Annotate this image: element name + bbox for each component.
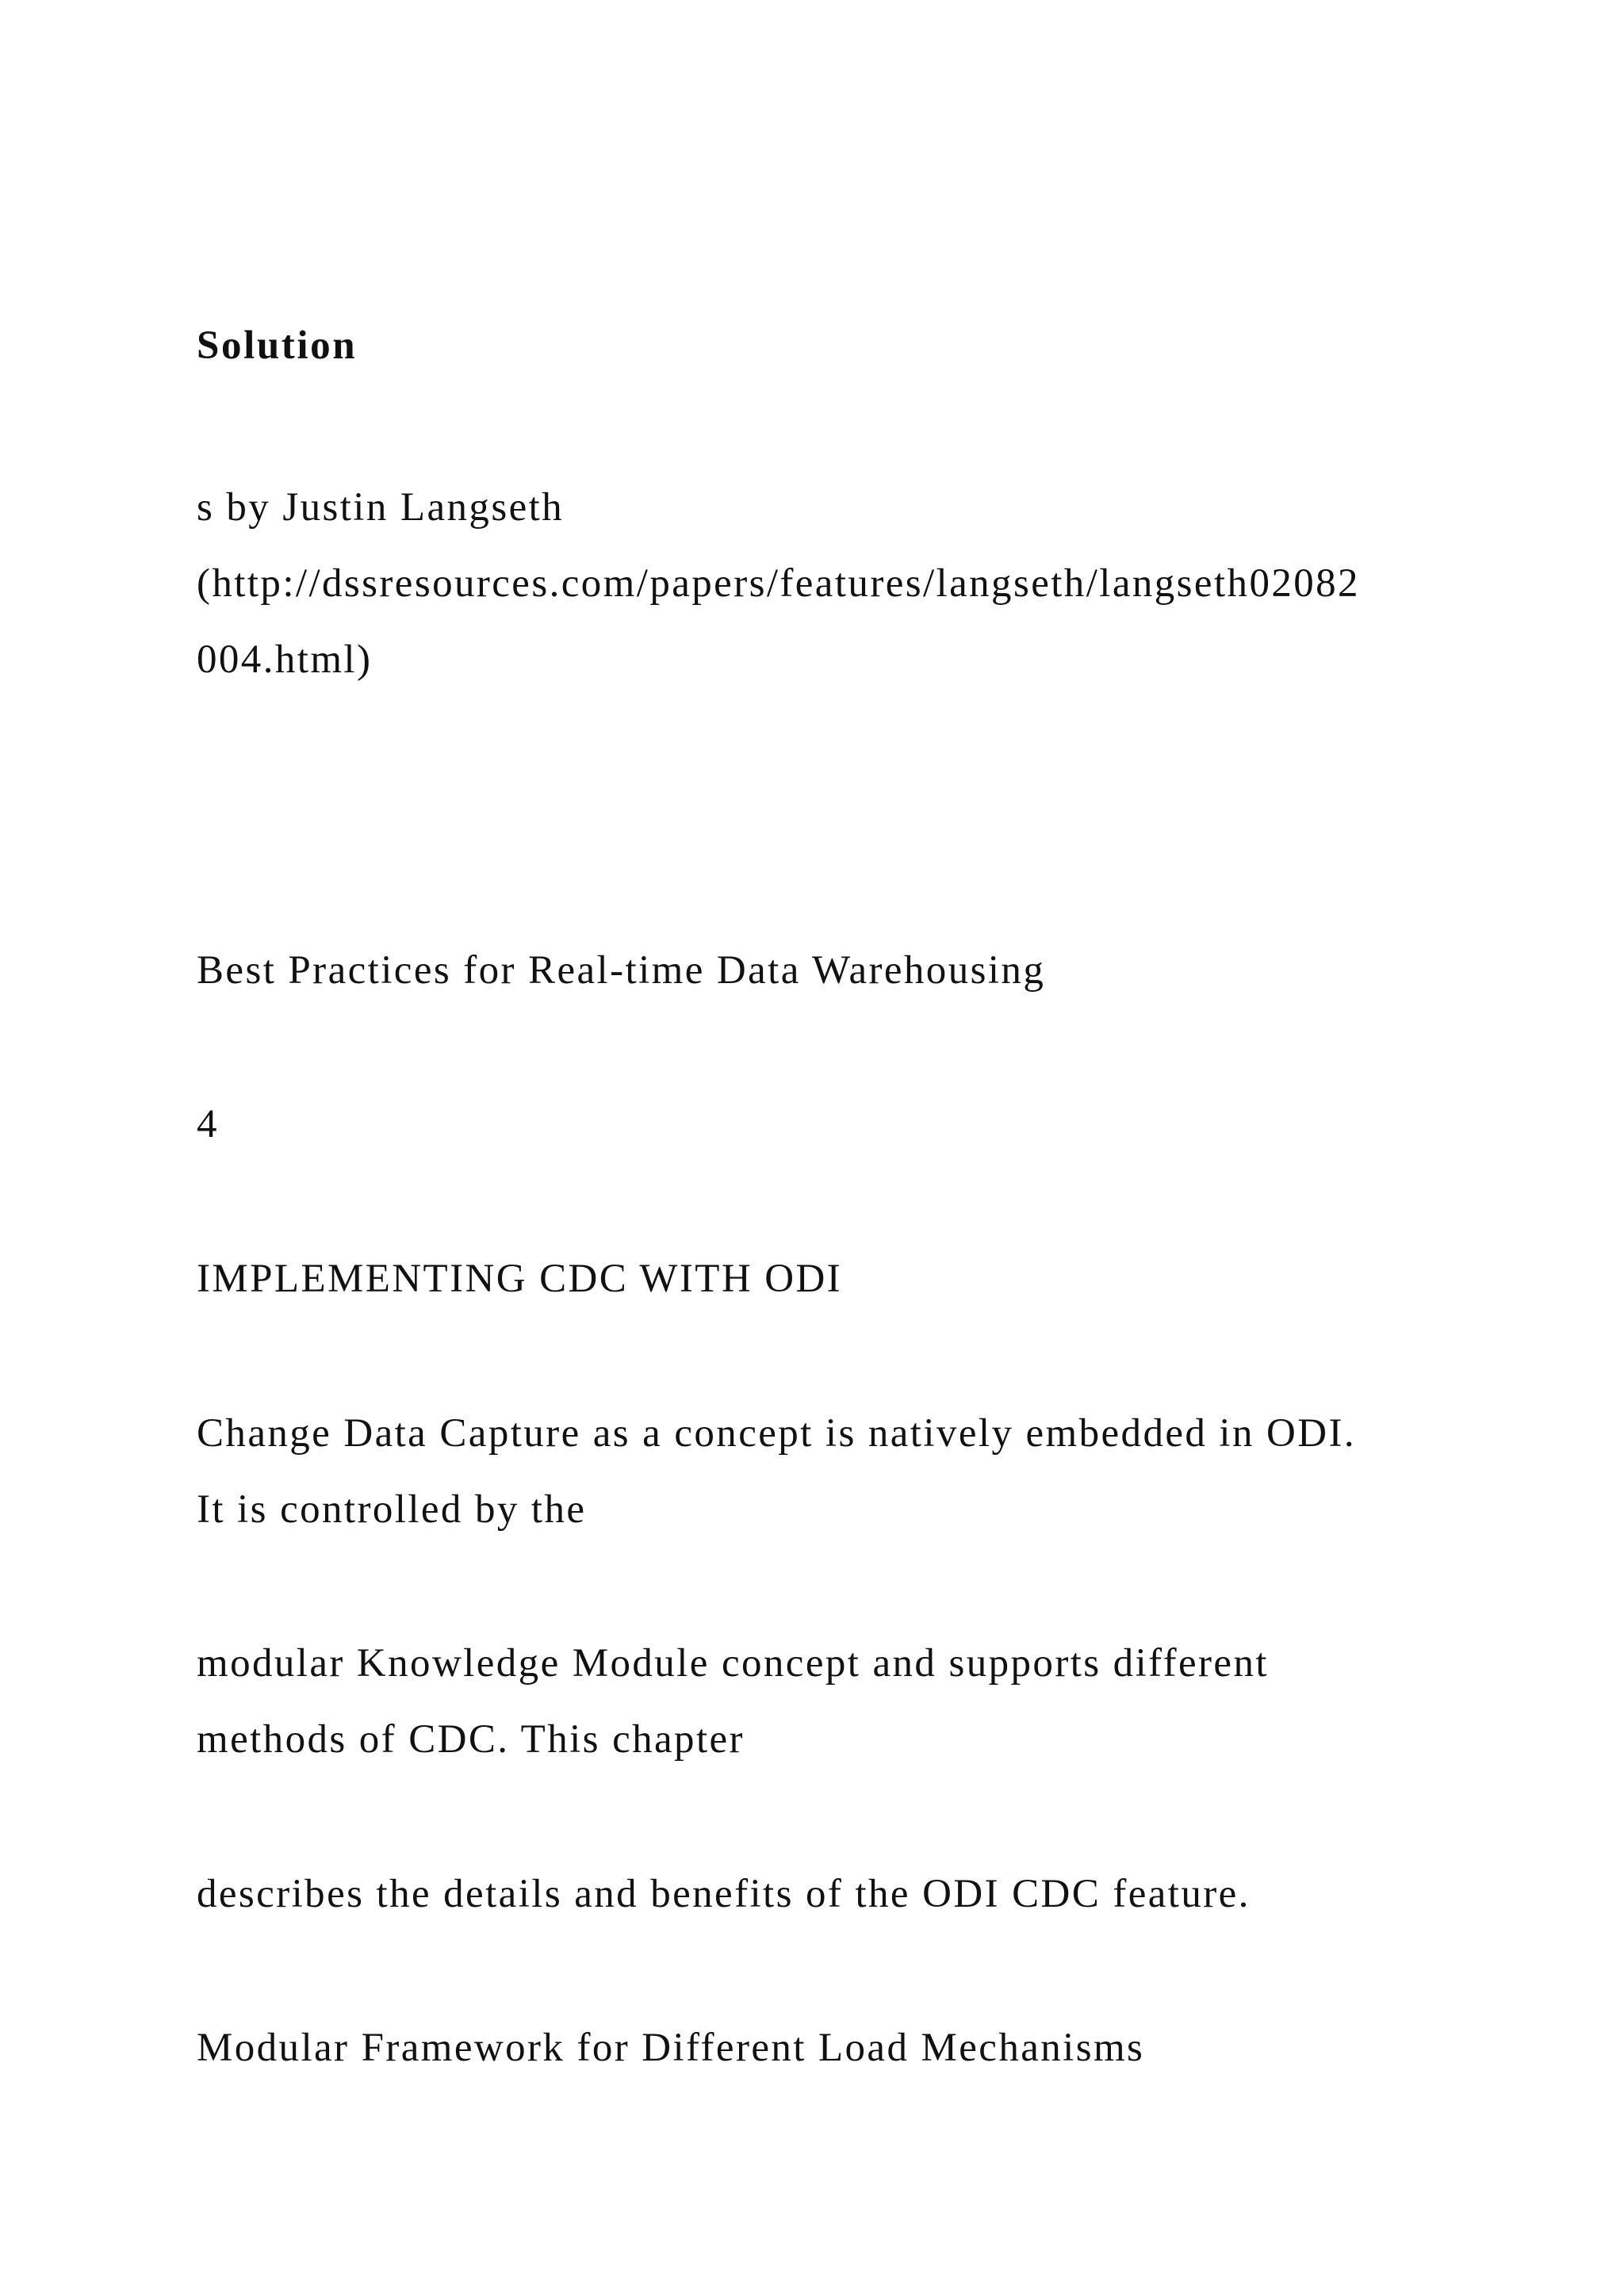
page-heading: Solution — [197, 323, 358, 368]
paragraph-2-line-1: modular Knowledge Module concept and supports different — [197, 1641, 1269, 1686]
section-title: IMPLEMENTING CDC WITH ODI — [197, 1257, 843, 1301]
paragraph-3-line-1: describes the details and benefits of the ODI CDC feature. — [197, 1872, 1251, 1916]
page-number: 4 — [197, 1102, 219, 1146]
attribution-url-line-1: (http://dssresources.com/papers/features/langseth/langseth02082 — [197, 561, 1360, 606]
subsection-title: Modular Framework for Different Load Mechanisms — [197, 2026, 1145, 2070]
paragraph-1-line-1: Change Data Capture as a concept is natively embedded in ODI. — [197, 1411, 1357, 1456]
paragraph-1-line-2: It is controlled by the — [197, 1487, 587, 1532]
running-title: Best Practices for Real-time Data Warehousing — [197, 948, 1046, 993]
attribution-line-1: s by Justin Langseth — [197, 485, 565, 530]
paragraph-2-line-2: methods of CDC. This chapter — [197, 1717, 745, 1762]
attribution-url-line-2: 004.html) — [197, 637, 373, 682]
